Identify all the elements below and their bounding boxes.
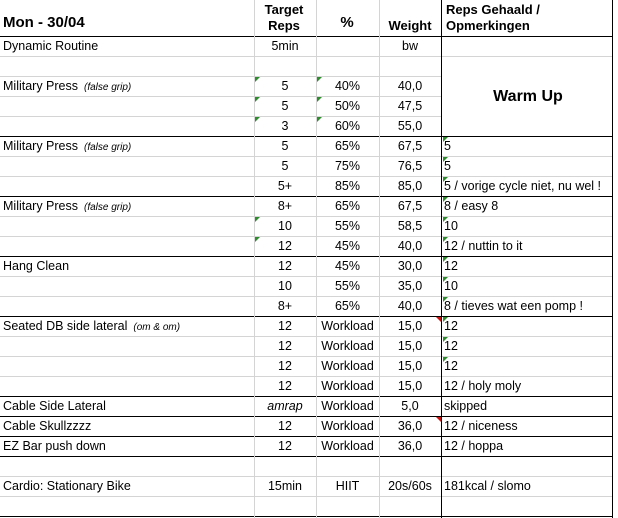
exercise-note: (false grip) (84, 142, 132, 153)
green-comment-marker (443, 297, 448, 302)
notes-cell[interactable]: 181kcal / slomo (444, 479, 531, 493)
weight-cell[interactable]: 55,0 (397, 119, 423, 133)
exercise-cell[interactable] (0, 176, 254, 196)
target-reps-cell[interactable]: 5 (281, 139, 289, 153)
exercise-cell[interactable] (0, 156, 254, 176)
green-comment-marker (255, 237, 260, 242)
target-reps-cell[interactable]: 5min (271, 39, 299, 53)
weight-cell[interactable]: 5,0 (401, 399, 419, 413)
weight-cell[interactable]: 67,5 (397, 199, 423, 213)
target-reps-cell[interactable]: 5 (281, 159, 289, 173)
green-comment-marker (443, 257, 448, 262)
day-header[interactable]: Mon - 30/04 (3, 14, 85, 31)
row-divider (0, 516, 612, 517)
row-divider (0, 376, 612, 377)
exercise-name: EZ Bar push down (3, 439, 106, 453)
exercise-note: (om & om) (133, 322, 181, 333)
percent-cell[interactable]: 55% (334, 219, 361, 233)
row-divider (0, 336, 612, 337)
column-divider (379, 0, 380, 518)
exercise-name: Cable Side Lateral (3, 399, 106, 413)
row-divider (0, 276, 612, 277)
percent-cell[interactable]: 65% (334, 199, 361, 213)
weight-cell[interactable]: 76,5 (397, 159, 423, 173)
weight-cell[interactable]: 40,0 (397, 299, 423, 313)
target-reps-cell[interactable]: 12 (278, 379, 292, 393)
target-reps-cell[interactable]: 12 (278, 339, 292, 353)
exercise-cell[interactable] (0, 36, 254, 56)
exercise-name: Military Press (3, 139, 79, 153)
green-comment-marker (255, 117, 260, 122)
target-reps-cell[interactable]: 12 (278, 359, 292, 373)
notes-cell[interactable] (441, 36, 612, 56)
target-reps-cell[interactable]: 10 (278, 219, 292, 233)
row-divider (0, 396, 612, 397)
weight-cell[interactable]: 40,0 (397, 239, 423, 253)
green-comment-marker (443, 277, 448, 282)
weight-header[interactable]: Weight (388, 18, 432, 33)
exercise-cell[interactable] (0, 256, 254, 276)
weight-cell[interactable]: 20s/60s (388, 479, 432, 493)
percent-cell[interactable]: 40% (334, 79, 361, 93)
row-divider (0, 36, 612, 37)
percent-cell[interactable]: 45% (334, 259, 361, 273)
weight-cell[interactable]: 15,0 (397, 319, 423, 333)
weight-cell[interactable]: bw (402, 39, 418, 53)
green-comment-marker (255, 217, 260, 222)
notes-cell[interactable]: 10 (444, 279, 458, 293)
weight-cell[interactable]: 85,0 (397, 179, 423, 193)
notes-cell[interactable] (441, 456, 612, 476)
exercise-name: Military Press (3, 79, 79, 93)
percent-header[interactable]: % (340, 14, 354, 31)
target-reps-cell[interactable]: 8+ (277, 299, 293, 313)
target-reps-cell[interactable]: 12 (278, 439, 292, 453)
notes-cell[interactable]: 12 (444, 319, 458, 333)
weight-cell[interactable]: 15,0 (397, 339, 423, 353)
row-divider (0, 96, 441, 97)
column-divider (441, 0, 442, 518)
exercise-cell[interactable] (0, 356, 254, 376)
green-comment-marker (317, 77, 322, 82)
notes-cell[interactable]: 8 / easy 8 (444, 199, 499, 213)
percent-cell[interactable]: 45% (334, 239, 361, 253)
row-divider (0, 316, 612, 317)
target-reps-cell[interactable]: amrap (267, 399, 303, 413)
notes-cell[interactable]: 12 / niceness (444, 419, 518, 433)
target-reps-cell[interactable]: 12 (278, 319, 292, 333)
row-divider (0, 236, 612, 237)
notes-cell[interactable]: 5 (444, 159, 451, 173)
exercise-cell[interactable] (0, 296, 254, 316)
percent-cell[interactable]: 60% (334, 119, 361, 133)
red-comment-marker (436, 317, 441, 322)
red-comment-marker (436, 417, 441, 422)
percent-cell[interactable] (316, 56, 379, 76)
exercise-name: Seated DB side lateral (3, 319, 128, 333)
green-comment-marker (317, 117, 322, 122)
exercise-cell[interactable] (0, 336, 254, 356)
exercise-cell[interactable] (0, 96, 254, 116)
weight-cell[interactable]: 35,0 (397, 279, 423, 293)
weight-cell[interactable]: 36,0 (397, 419, 423, 433)
percent-cell[interactable]: Workload (321, 399, 374, 413)
target-reps-cell[interactable]: 12 (278, 259, 292, 273)
green-comment-marker (443, 337, 448, 342)
notes-cell[interactable]: 10 (444, 219, 458, 233)
exercise-name: Cable Skullzzzz (3, 419, 92, 433)
percent-cell[interactable]: Workload (321, 319, 374, 333)
percent-cell[interactable]: HIIT (335, 479, 360, 493)
target-reps-cell[interactable]: 8+ (277, 199, 293, 213)
weight-cell[interactable] (379, 56, 441, 76)
exercise-name: Hang Clean (3, 259, 70, 273)
notes-cell[interactable] (441, 56, 612, 76)
row-divider (0, 216, 612, 217)
percent-cell[interactable] (316, 456, 379, 476)
notes-header[interactable]: Reps Gehaald / Opmerkingen (446, 2, 540, 33)
exercise-cell[interactable] (0, 436, 254, 456)
target-reps-header[interactable]: Target Reps (264, 2, 304, 33)
target-reps-cell[interactable] (254, 456, 316, 476)
percent-cell[interactable]: Workload (321, 359, 374, 373)
exercise-note: (false grip) (84, 82, 132, 93)
exercise-cell[interactable] (0, 236, 254, 256)
percent-cell[interactable]: 55% (334, 279, 361, 293)
row-divider (0, 296, 612, 297)
notes-cell[interactable]: 12 (444, 339, 458, 353)
exercise-name: Cardio: Stationary Bike (3, 479, 131, 493)
green-comment-marker (443, 197, 448, 202)
green-comment-marker (255, 97, 260, 102)
percent-cell[interactable]: 65% (334, 139, 361, 153)
row-divider (0, 76, 441, 77)
exercise-name: Dynamic Routine (3, 39, 99, 53)
exercise-cell[interactable] (0, 116, 254, 136)
row-divider (0, 456, 612, 457)
notes-cell[interactable]: 5 (444, 139, 451, 153)
target-reps-cell[interactable]: 5+ (277, 179, 293, 193)
target-reps-cell[interactable]: 12 (278, 239, 292, 253)
row-divider (0, 356, 612, 357)
percent-cell[interactable]: Workload (321, 439, 374, 453)
notes-cell[interactable]: 12 / nuttin to it (444, 239, 523, 253)
notes-cell[interactable]: 12 (444, 259, 458, 273)
weight-cell[interactable]: 30,0 (397, 259, 423, 273)
percent-cell[interactable]: Workload (321, 419, 374, 433)
green-comment-marker (443, 217, 448, 222)
notes-cell[interactable]: skipped (444, 399, 488, 413)
weight-cell[interactable]: 47,5 (397, 99, 423, 113)
exercise-cell[interactable] (0, 276, 254, 296)
percent-cell[interactable]: 50% (334, 99, 361, 113)
percent-cell[interactable]: 75% (334, 159, 361, 173)
weight-cell[interactable]: 58,5 (397, 219, 423, 233)
target-reps-cell[interactable]: 5 (281, 79, 289, 93)
green-comment-marker (443, 157, 448, 162)
notes-cell[interactable]: 8 / tieves wat een pomp ! (444, 299, 583, 313)
exercise-cell[interactable] (0, 396, 254, 416)
row-divider (0, 256, 612, 257)
green-comment-marker (317, 97, 322, 102)
target-reps-cell[interactable]: 5 (281, 99, 289, 113)
row-divider (0, 196, 612, 197)
weight-cell[interactable]: 40,0 (397, 79, 423, 93)
exercise-cell[interactable] (0, 56, 254, 76)
row-divider (0, 416, 612, 417)
column-divider (612, 0, 613, 518)
notes-cell[interactable]: 5 / vorige cycle niet, nu wel ! (444, 179, 602, 193)
target-reps-cell[interactable] (254, 56, 316, 76)
row-divider (0, 136, 612, 137)
row-divider (0, 476, 612, 477)
percent-cell[interactable]: 65% (334, 299, 361, 313)
exercise-name: Military Press (3, 199, 79, 213)
exercise-cell[interactable] (0, 416, 254, 436)
target-reps-cell[interactable]: 15min (267, 479, 303, 493)
exercise-cell[interactable] (0, 196, 254, 216)
exercise-cell[interactable] (0, 476, 254, 496)
exercise-cell[interactable] (0, 216, 254, 236)
green-comment-marker (443, 317, 448, 322)
notes-cell[interactable]: 12 (444, 359, 458, 373)
green-comment-marker (443, 357, 448, 362)
exercise-cell[interactable] (0, 376, 254, 396)
target-reps-cell[interactable]: 10 (278, 279, 292, 293)
weight-cell[interactable]: 36,0 (397, 439, 423, 453)
weight-cell[interactable]: 15,0 (397, 379, 423, 393)
row-divider (0, 156, 612, 157)
exercise-cell[interactable] (0, 76, 254, 96)
row-divider (0, 116, 441, 117)
row-divider (0, 56, 612, 57)
weight-cell[interactable]: 15,0 (397, 359, 423, 373)
exercise-cell[interactable] (0, 456, 254, 476)
notes-cell[interactable]: 12 / holy moly (444, 379, 522, 393)
green-comment-marker (443, 177, 448, 182)
exercise-note: (false grip) (84, 202, 132, 213)
green-comment-marker (443, 237, 448, 242)
target-reps-cell[interactable]: 3 (281, 119, 289, 133)
notes-cell[interactable]: 12 / hoppa (444, 439, 504, 453)
percent-cell[interactable]: 85% (334, 179, 361, 193)
exercise-cell[interactable] (0, 136, 254, 156)
percent-cell[interactable]: Workload (321, 379, 374, 393)
target-reps-cell[interactable]: 12 (278, 419, 292, 433)
row-divider (0, 176, 612, 177)
percent-cell[interactable]: Workload (321, 339, 374, 353)
weight-cell[interactable]: 67,5 (397, 139, 423, 153)
row-divider (0, 436, 612, 437)
green-comment-marker (255, 77, 260, 82)
exercise-cell[interactable] (0, 316, 254, 336)
weight-cell[interactable] (379, 456, 441, 476)
warm-up-label[interactable]: Warm Up (493, 88, 563, 105)
row-divider (0, 496, 612, 497)
green-comment-marker (443, 137, 448, 142)
percent-cell[interactable] (316, 36, 379, 56)
